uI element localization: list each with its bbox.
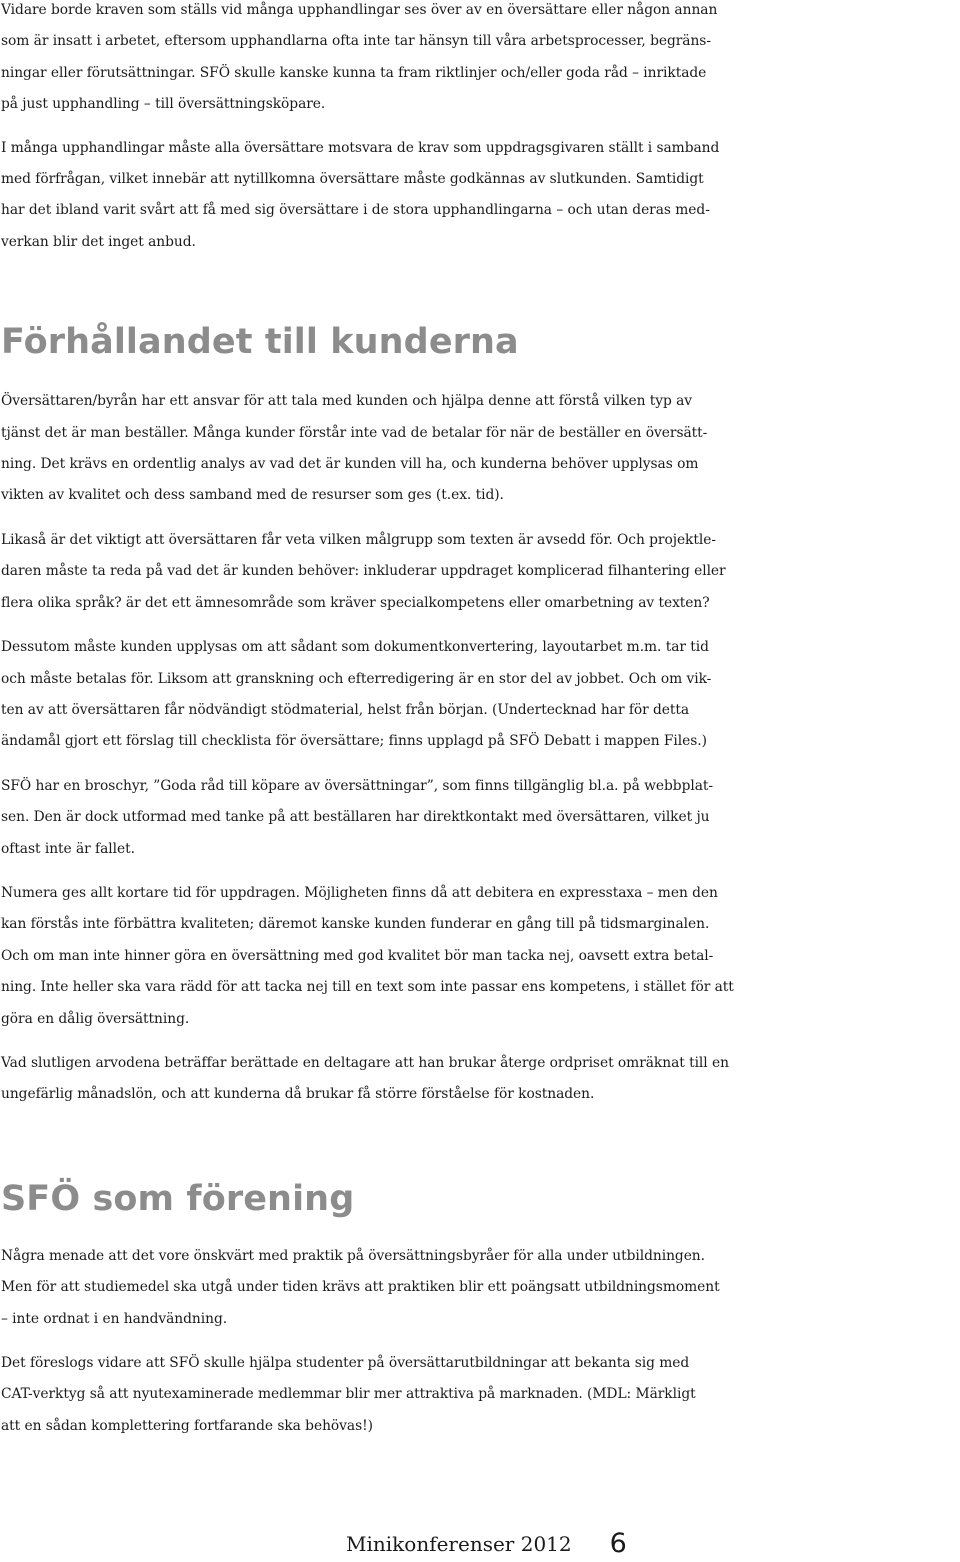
section-heading-customers: Förhållandet till kunderna xyxy=(1,322,519,363)
text-line: – inte ordnat i en handvändning. xyxy=(1,1310,228,1327)
paragraph xyxy=(1,771,960,865)
paragraph xyxy=(1,525,960,619)
text-line: Översättaren/byrån har ett ansvar för att tala med kunden och hjälpa denne att förstå vilken typ av xyxy=(1,393,693,410)
text-line: på just upphandling – till översättningsköpare. xyxy=(1,96,326,113)
publication-name: Minikonferenser 2012 xyxy=(346,1532,572,1556)
paragraph xyxy=(1,386,960,512)
paragraph xyxy=(1,632,960,758)
text-line: ning. Inte heller ska vara rädd för att tacka nej till en text som inte passar ens kompetens, i stället för att xyxy=(1,979,734,996)
text-line: ändamål gjort ett förslag till checklista för översättare; finns upplagd på SFÖ Debatt i mappen Files.) xyxy=(1,733,707,750)
text-line: Numera ges allt kortare tid för uppdragen. Möjligheten finns då att debitera en expresstaxa – men den xyxy=(1,884,718,901)
text-line: Vad slutligen arvodena beträffar berättade en deltagare att han brukar återge ordpriset omräknat till en xyxy=(1,1054,729,1071)
text-line: Men för att studiemedel ska utgå under tiden krävs att praktiken blir ett poängsatt utbildningsmoment xyxy=(1,1279,720,1296)
page-number: 6 xyxy=(609,1528,627,1559)
text-line: I många upphandlingar måste alla översättare motsvara de krav som uppdragsgivaren ställt i samband xyxy=(1,139,720,156)
text-line: kan förstås inte förbättra kvaliteten; däremot kanske kunden funderar en gång till på tidsmarginalen. xyxy=(1,916,710,933)
section-heading-association: SFÖ som förening xyxy=(1,1178,355,1219)
text-line: sen. Den är dock utformad med tanke på att beställaren har direktkontakt med översättaren, vilket ju xyxy=(1,809,710,826)
text-line: ningar eller förutsättningar. SFÖ skulle kanske kunna ta fram riktlinjer och/eller goda råd – inriktade xyxy=(1,64,707,81)
paragraph xyxy=(1,0,960,121)
text-line: verkan blir det inget anbud. xyxy=(1,233,196,250)
paragraph xyxy=(1,1048,960,1111)
paragraph xyxy=(1,133,960,259)
text-line: Dessutom måste kunden upplysas om att sådant som dokumentkonvertering, layoutarbet m.m. tar tid xyxy=(1,639,709,656)
text-line: med förfrågan, vilket innebär att nytillkomna översättare måste godkännas av slutkunden. Samtidigt xyxy=(1,171,704,188)
text-line: ten av att översättaren får nödvändigt stödmaterial, helst från början. (Undertecknad har för detta xyxy=(1,701,690,718)
text-line: oftast inte är fallet. xyxy=(1,840,135,857)
text-line: Vidare borde kraven som ställs vid många upphandlingar ses över av en översättare eller någon annan xyxy=(1,2,718,18)
text-line: Likaså är det viktigt att översättaren får veta vilken målgrupp som texten är avsedd för. Och projektle- xyxy=(1,531,716,548)
text-line: Några menade att det vore önskvärt med praktik på översättningsbyråer för alla under utbildningen. xyxy=(1,1247,705,1264)
text-line: har det ibland varit svårt att få med sig översättare i de stora upphandlingarna – och utan deras med- xyxy=(1,202,710,219)
page-footer xyxy=(346,1529,627,1558)
text-line: ning. Det krävs en ordentlig analys av vad det är kunden vill ha, och kunderna behöver upplysas om xyxy=(1,456,699,473)
text-line: tjänst det är man beställer. Många kunder förstår inte vad de betalar för när de beställer en översätt- xyxy=(1,424,708,441)
text-line: att en sådan komplettering fortfarande ska behövas!) xyxy=(1,1417,373,1434)
text-line: SFÖ har en broschyr, ”Goda råd till köpare av översättningar”, som finns tillgänglig bl.a. på webbplat- xyxy=(1,777,713,794)
text-line: daren måste ta reda på vad det är kunden behöver: inkluderar uppdraget komplicerad filhantering eller xyxy=(1,563,726,580)
paragraph xyxy=(1,1241,960,1335)
text-line: Det föreslogs vidare att SFÖ skulle hjälpa studenter på översättarutbildningar att bekanta sig med xyxy=(1,1355,690,1371)
paragraph xyxy=(1,878,960,1035)
paragraph xyxy=(1,1348,960,1442)
text-line: som är insatt i arbetet, eftersom upphandlarna ofta inte tar hänsyn till våra arbetsprocesser, begräns- xyxy=(1,33,711,50)
text-line: göra en dålig översättning. xyxy=(1,1010,190,1027)
text-line: och måste betalas för. Liksom att granskning och efterredigering är en stor del av jobbet. Och om vik- xyxy=(1,670,712,687)
text-line: CAT-verktyg så att nyutexaminerade medlemmar blir mer attraktiva på marknaden. (MDL: Märkligt xyxy=(1,1386,696,1403)
text-line: Och om man inte hinner göra en översättning med god kvalitet bör man tacka nej, oavsett extra betal- xyxy=(1,947,714,964)
text-line: flera olika språk? är det ett ämnesområde som kräver specialkompetens eller omarbetning av texten? xyxy=(1,594,710,611)
text-line: vikten av kvalitet och dess samband med de resurser som ges (t.ex. tid). xyxy=(1,487,504,504)
text-line: ungefärlig månadslön, och att kunderna då brukar få större förståelse för kostnaden. xyxy=(1,1086,595,1103)
